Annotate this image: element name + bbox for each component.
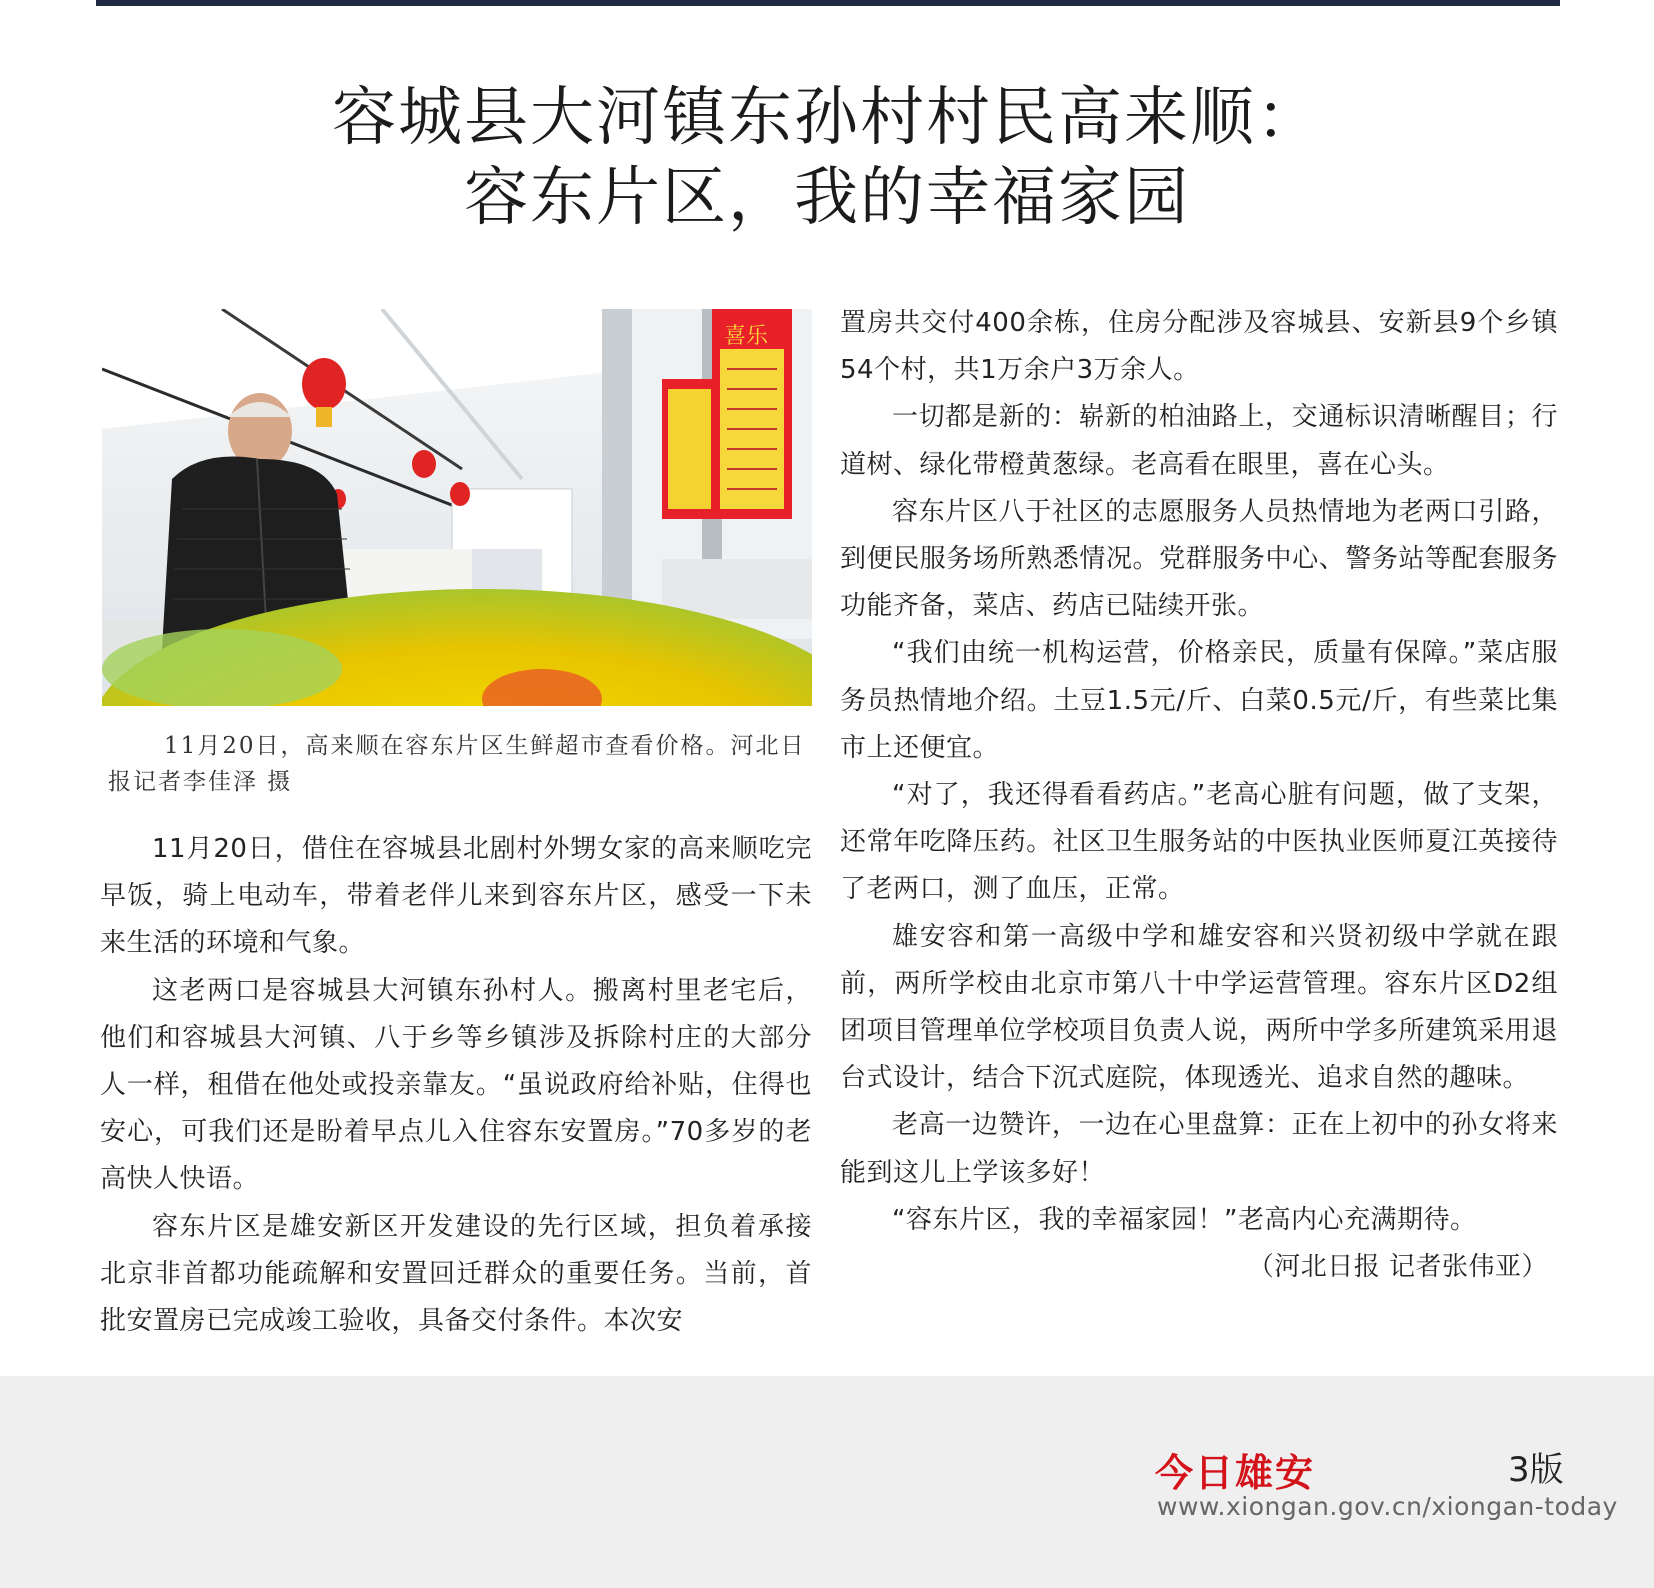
svg-text:喜乐: 喜乐 <box>724 324 769 349</box>
article-right-column <box>840 300 1558 1291</box>
paragraph: 容东片区是雄安新区开发建设的先行区域，担负着承接北京非首都功能疏解和安置回迁群众的重要任务。当前，首批安置房已完成竣工验收，具备交付条件。本次安 <box>100 1211 812 1337</box>
paragraph: 一切都是新的：崭新的柏油路上，交通标识清晰醒目；行道树、绿化带橙黄葱绿。老高看在眼里，喜在心头。 <box>840 402 1558 480</box>
top-rule <box>96 0 1560 6</box>
headline-line-2: 容东片区，我的幸福家园 <box>464 161 1190 235</box>
paragraph: 这老两口是容城县大河镇东孙村人。搬离村里老宅后，他们和容城县大河镇、八于乡等乡镇涉及拆除村庄的大部分人一样，租借在他处或投亲靠友。“虽说政府给补贴，住得也安心，可我们还是盼着早点儿入住容东安置房。”70多岁的老高快人快语。 <box>100 975 812 1195</box>
paragraph: “对了，我还得看看药店。”老高心脏有问题，做了支架，还常年吃降压药。社区卫生服务站的中医执业医师夏江英接待了老两口，测了血压，正常。 <box>840 780 1558 905</box>
paragraph: 雄安容和第一高级中学和雄安容和兴贤初级中学就在跟前，两所学校由北京市第八十中学运营管理。容东片区D2组团项目管理单位学校项目负责人说，两所中学多所建筑采用退台式设计，结合下沉式庭院，体现透光、追求自然的趣味。 <box>840 921 1558 1094</box>
byline: （河北日报 记者张伟亚） <box>1247 1252 1548 1283</box>
paragraph: “容东片区，我的幸福家园！”老高内心充满期待。 <box>892 1204 1477 1235</box>
article-left-column <box>100 826 812 1345</box>
paragraph: “我们由统一机构运营，价格亲民，质量有保障。”菜店服务员热情地介绍。土豆1.5元/斤、白菜0.5元/斤，有些菜比集市上还便宜。 <box>840 638 1558 763</box>
paragraph: 11月20日，借住在容城县北剧村外甥女家的高来顺吃完早饭，骑上电动车，带着老伴儿来到容东片区，感受一下未来生活的环境和气象。 <box>100 834 812 959</box>
publication-logo: 今日雄安 <box>1155 1450 1316 1495</box>
website-url[interactable]: www.xiongan.gov.cn/xiongan-today <box>1157 1492 1618 1521</box>
headline-line-1: 容城县大河镇东孙村村民高来顺： <box>332 81 1322 155</box>
paragraph: 老高一边赞许，一边在心里盘算：正在上初中的孙女将来能到这儿上学该多好！ <box>840 1110 1558 1188</box>
news-photo <box>102 309 812 706</box>
page-number: 3版 <box>1508 1450 1564 1490</box>
paragraph: 容东片区八于社区的志愿服务人员热情地为老两口引路，到便民服务场所熟悉情况。党群服务中心、警务站等配套服务功能齐备，菜店、药店已陆续开张。 <box>840 496 1558 622</box>
photo-caption: 11月20日，高来顺在容东片区生鲜超市查看价格。河北日报记者李佳泽 摄 <box>108 733 806 795</box>
paragraph-continuation: 置房共交付400余栋，住房分配涉及容城县、安新县9个乡镇54个村，共1万余户3万余人。 <box>840 308 1558 386</box>
page-footer <box>0 1376 1654 1588</box>
